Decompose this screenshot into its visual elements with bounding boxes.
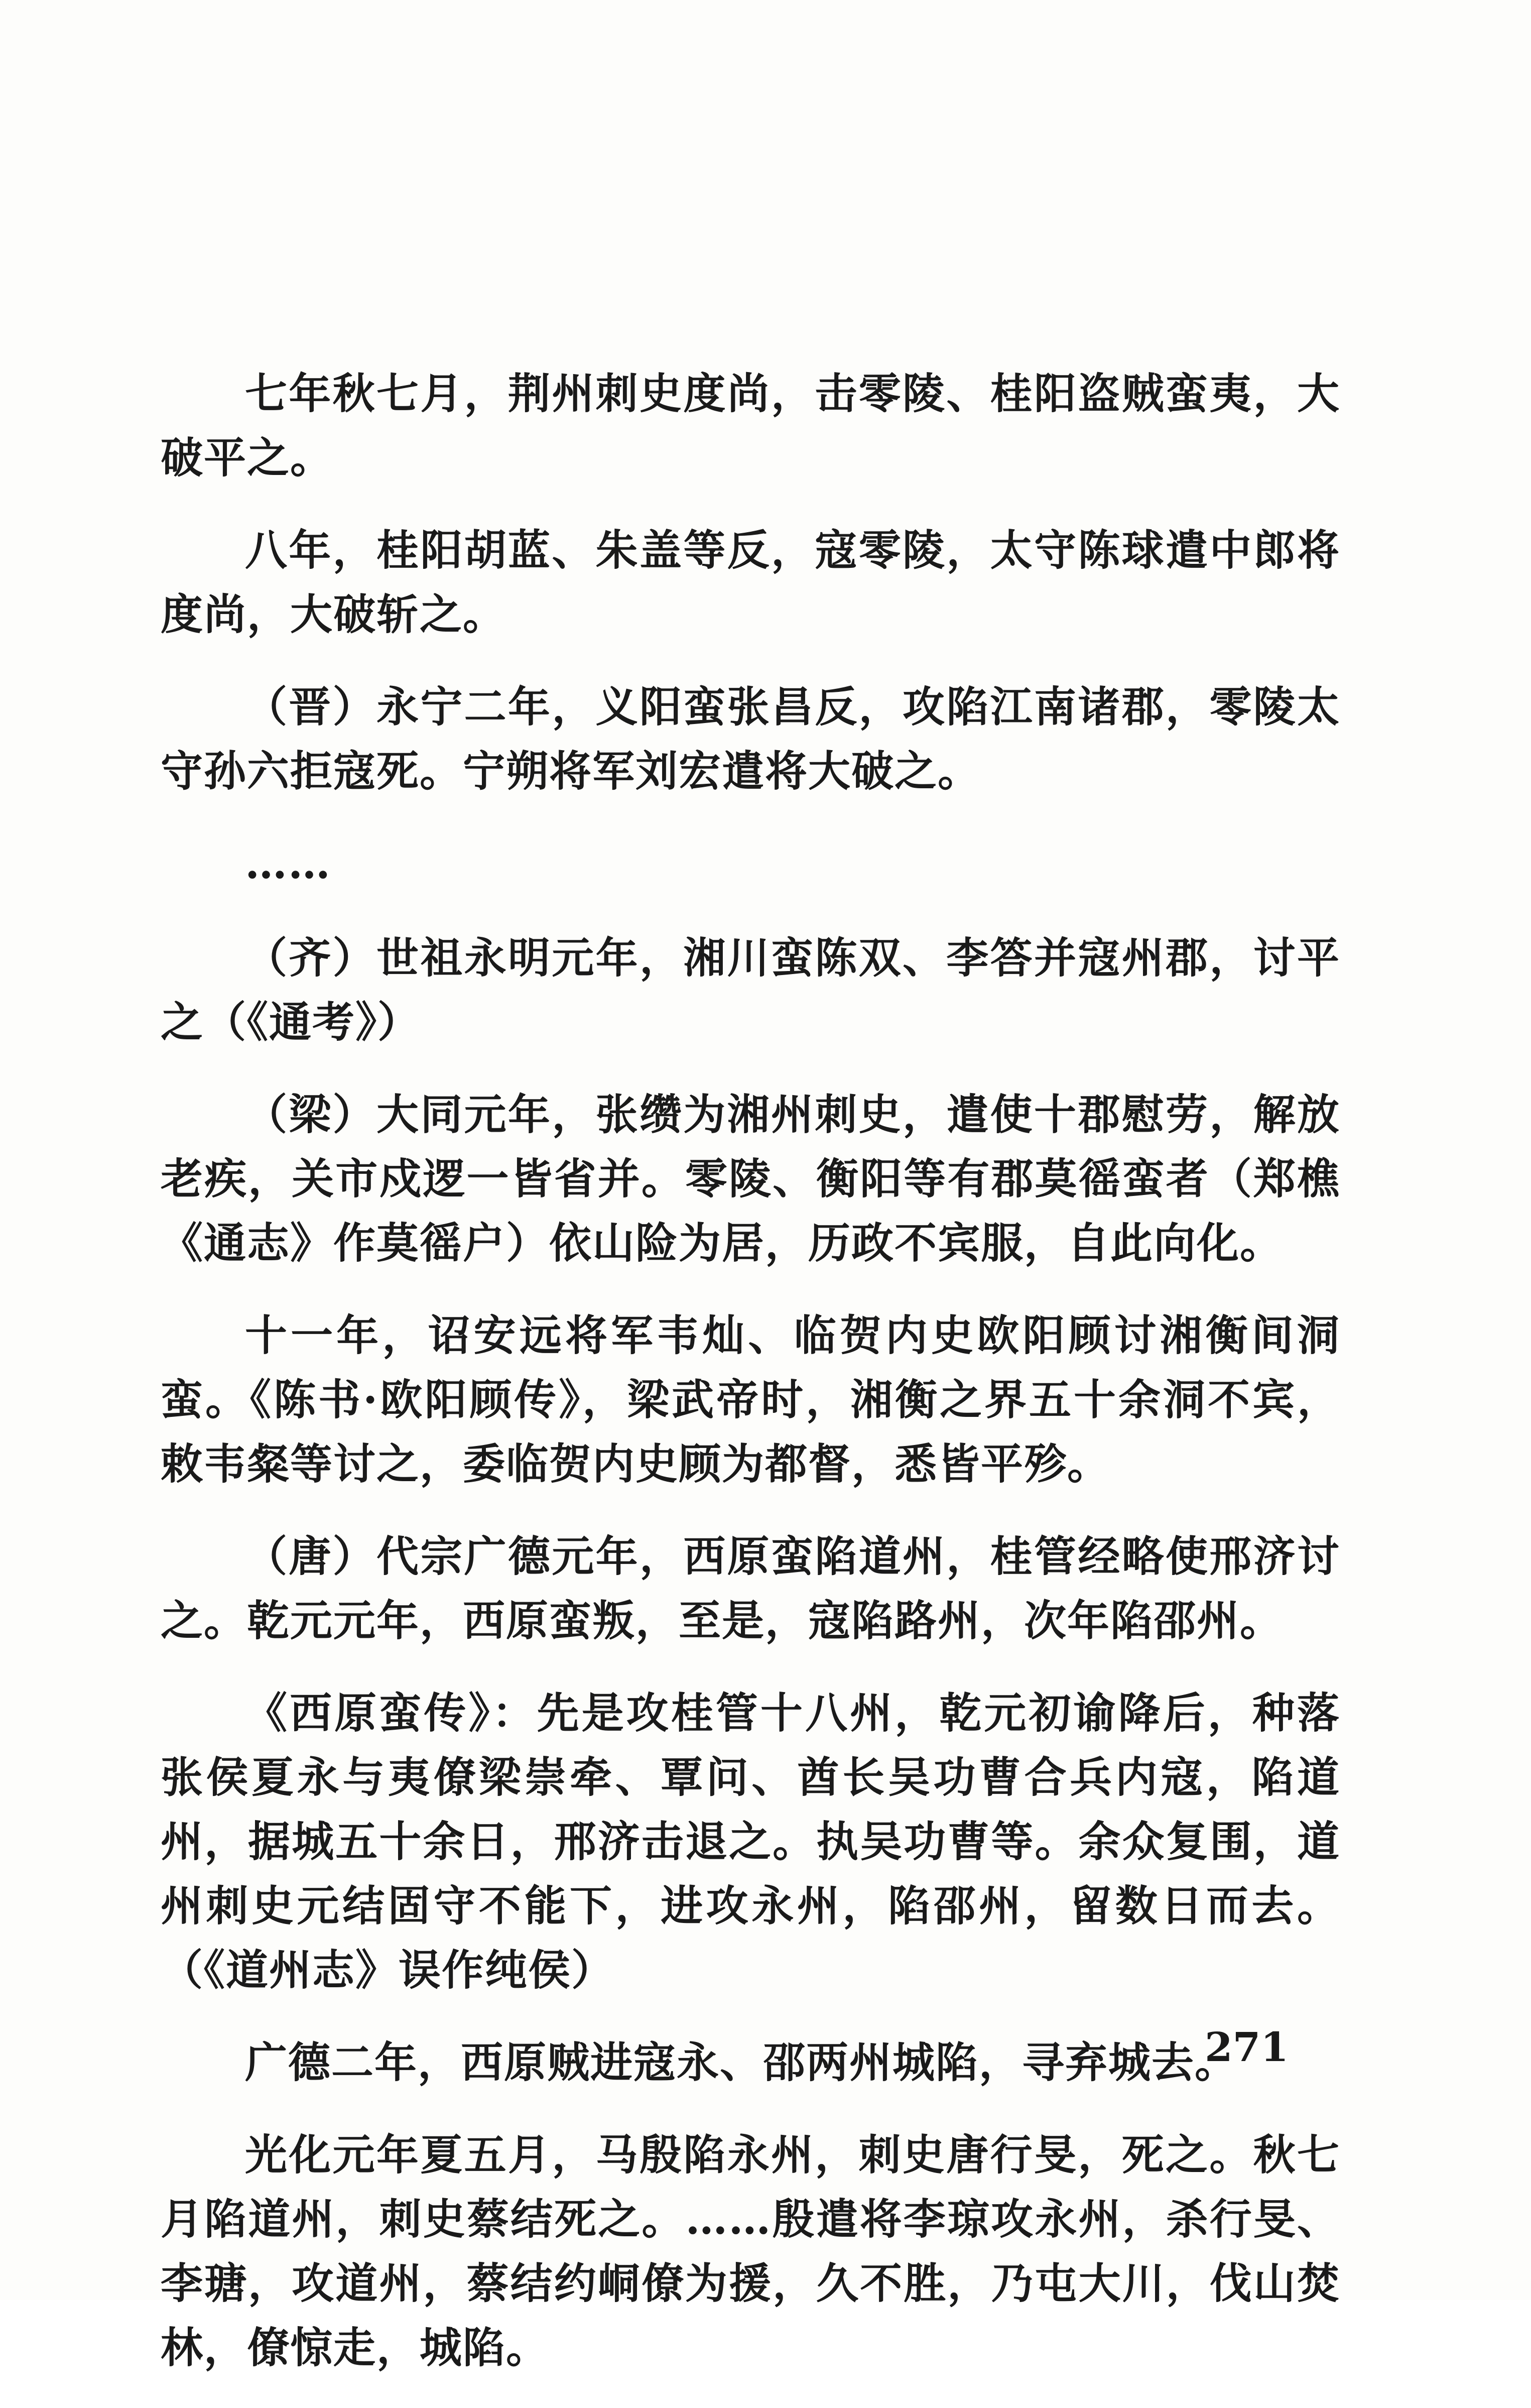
- paragraph: 光化元年夏五月，马殷陷永州，刺史唐行旻，死之。秋七月陷道州，刺史蔡结死之。……殷遣将李琼攻永州，杀行旻、李瑭，攻道州，蔡结约峒僚为援，久不胜，乃屯大川，伐山焚林，僚惊走，城陷。: [161, 2130, 1340, 2372]
- body-text: [161, 362, 1340, 2408]
- paragraph: （梁）大同元年，张缵为湘州刺史，遣使十郡慰劳，解放老疾，关市戍逻一皆省并。零陵、衡阳等有郡莫徭蛮者（郑樵《通志》作莫徭户）依山险为居，历政不宾服，自此向化。: [161, 1090, 1340, 1268]
- paragraph: （唐）代宗广德元年，西原蛮陷道州，桂管经略使邢济讨之。乾元元年，西原蛮叛，至是，寇陷路州，次年陷邵州。: [161, 1531, 1340, 1645]
- paragraph: 八年，桂阳胡蓝、朱盖等反，寇零陵，太守陈球遣中郎将度尚，大破斩之。: [161, 525, 1340, 639]
- page-number: 271: [1205, 2023, 1289, 2071]
- paragraph: 十一年，诏安远将军韦灿、临贺内史欧阳顾讨湘衡间洞蛮。《陈书·欧阳顾传》，梁武帝时，湘衡之界五十余洞不宾，敕韦粲等讨之，委临贺内史顾为都督，悉皆平殄。: [161, 1310, 1340, 1489]
- paragraph: 《西原蛮传》：先是攻桂管十八州，乾元初谕降后，种落张侯夏永与夷僚梁崇牵、覃问、酋长吴功曹合兵内寇，陷道州，据城五十余日，邢济击退之。执吴功曹等。余众复围，道州刺史元结固守不能下，进攻永州，陷邵州，留数日而去。（《道州志》误作纯侯）: [161, 1688, 1340, 1995]
- paragraph: （齐）世祖永明元年，湘川蛮陈双、李答并寇州郡，讨平之（《通考》）: [161, 933, 1340, 1047]
- paragraph: （晋）永宁二年，义阳蛮张昌反，攻陷江南诸郡，零陵太守孙六拒寇死。宁朔将军刘宏遣将大破之。: [161, 682, 1340, 796]
- paragraph: 七年秋七月，荆州刺史度尚，击零陵、桂阳盗贼蛮夷，大破平之。: [161, 369, 1340, 483]
- ellipsis-line: ……: [245, 838, 331, 888]
- paragraph: 广德二年，西原贼进寇永、邵两州城陷，寻弃城去。: [245, 2037, 1238, 2087]
